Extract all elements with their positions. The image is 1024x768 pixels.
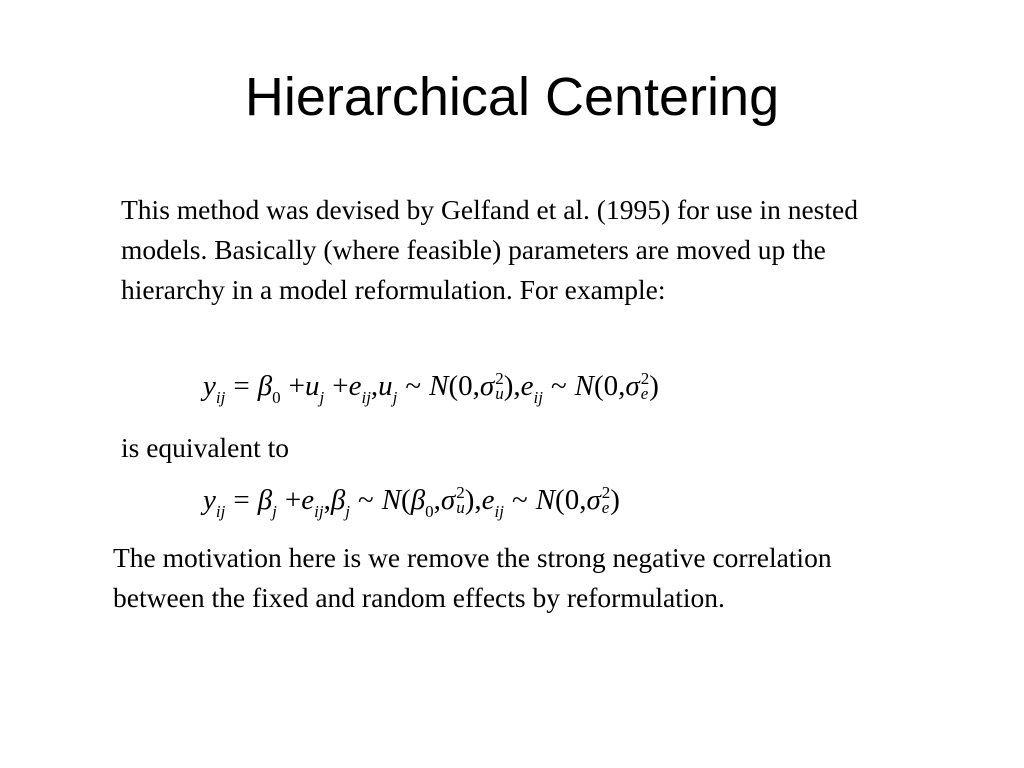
equation-original-model: $y_{ij} = \beta_0 +u_j +e_{ij},u_j$ ~ N(0,σ 2 u )$,e_{ij}$ ~ N(0,σ 2 e ) — [203, 369, 659, 407]
equation-centered-model: $y_{ij} = \beta_j +e_{ij},\beta_j$ ~ $N(\beta_0,\sigma$ 2 u )$,e_{ij}$ ~ N(0,σ 2 e ) — [203, 483, 620, 521]
slide-title: Hierarchical Centering — [244, 67, 780, 127]
intro-paragraph: This method was devised by Gelfand et al. (1995) for use in nested models. Basically (where feasible) parameters are moved up the hierarchy in a model reformulation. For example: — [121, 194, 858, 305]
connector-text: is equivalent to — [121, 432, 290, 463]
motivation-paragraph: The motivation here is we remove the strong negative correlation between the fixed and random effects by reformulation. — [113, 542, 832, 613]
